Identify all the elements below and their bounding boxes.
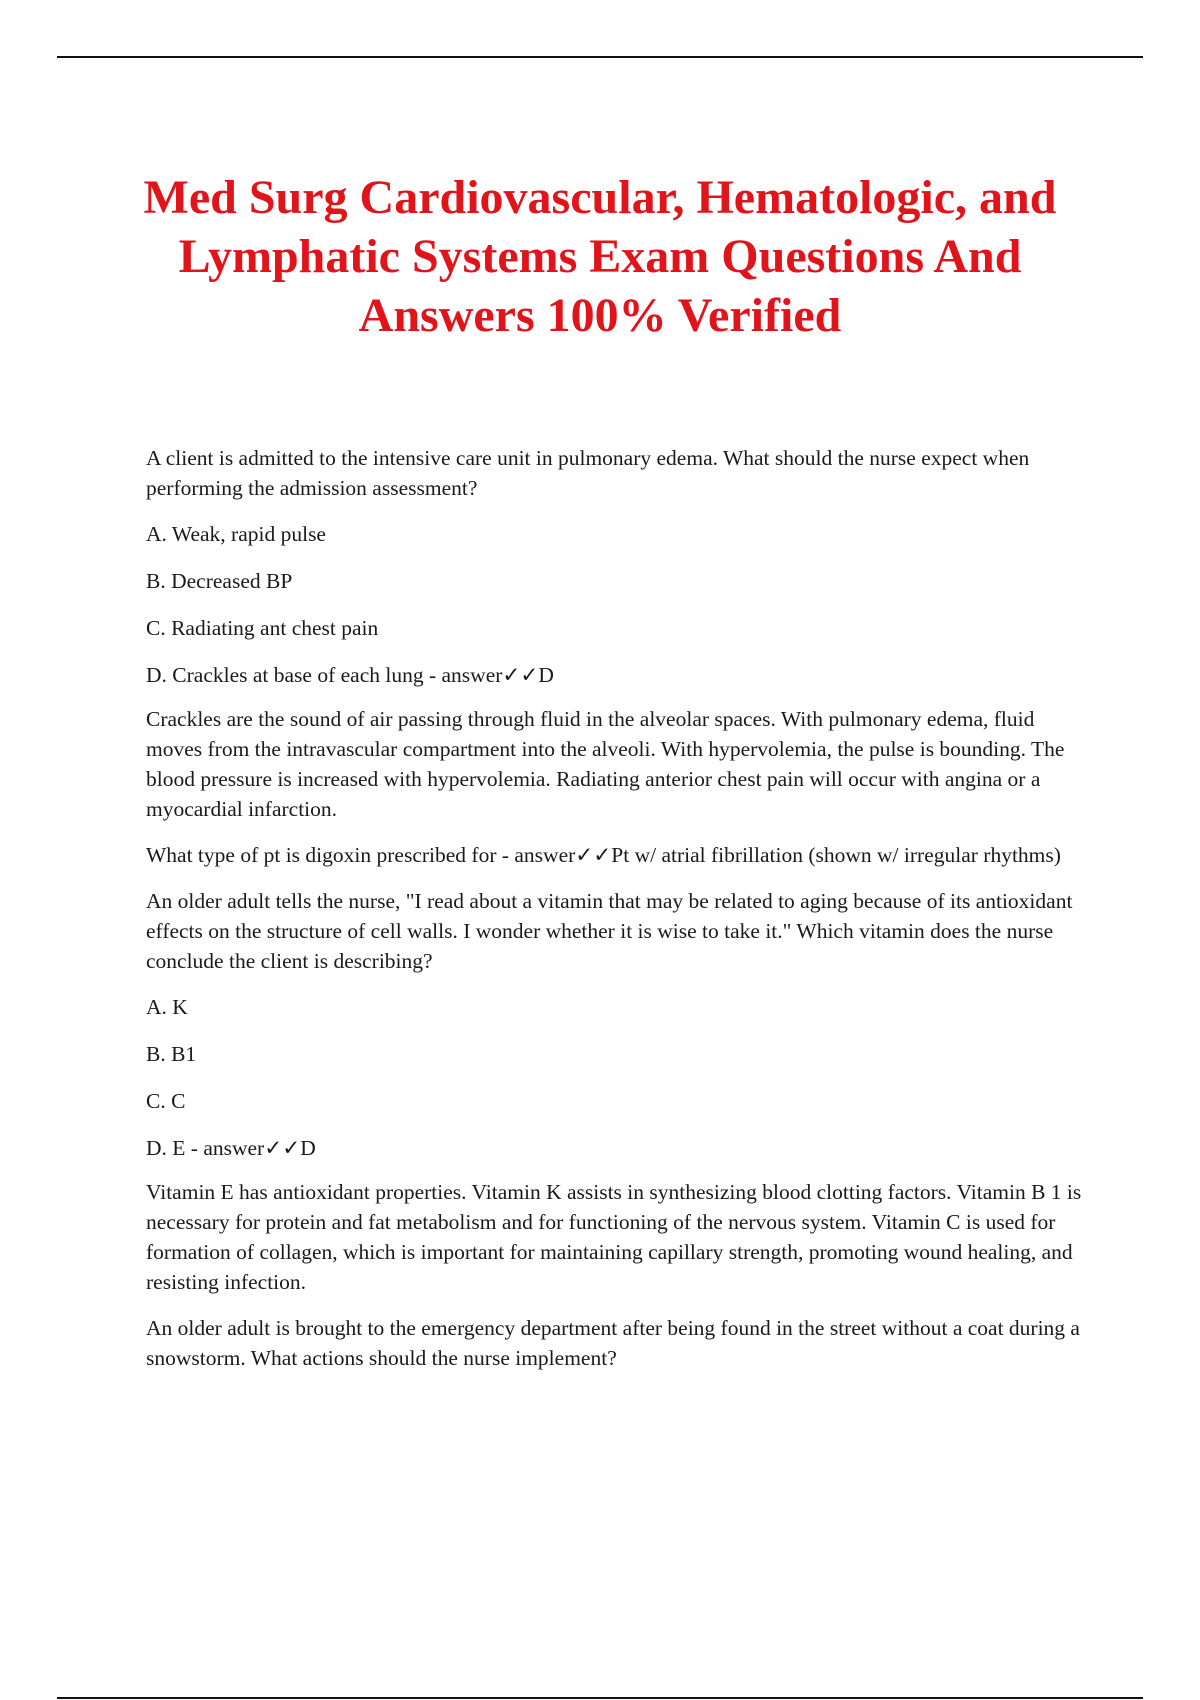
option-d-answer: D. Crackles at base of each lung - answer✓✓D [146, 663, 554, 687]
option-a: A. K [146, 995, 188, 1019]
top-rule [57, 56, 1143, 58]
document-title: Med Surg Cardiovascular, Hematologic, and Lymphatic Systems Exam Questions And Answers 100% Verified [143, 171, 1057, 342]
question-snowstorm: An older adult is brought to the emergency department after being found in the street without a coat during a snowstorm. What actions should the nurse implement? [146, 1316, 1080, 1370]
document-body [146, 443, 1091, 1389]
option-a: A. Weak, rapid pulse [146, 522, 326, 546]
question-vitamin: An older adult tells the nurse, "I read about a vitamin that may be related to aging because of its antioxidant effects on the structure of cell walls. I wonder whether it is wise to take it." Which vitamin does the nurse conclude the client is describing? [146, 889, 1073, 973]
option-b: B. Decreased BP [146, 569, 293, 593]
option-c: C. Radiating ant chest pain [146, 616, 379, 640]
option-b: B. B1 [146, 1042, 197, 1066]
option-c: C. C [146, 1089, 186, 1113]
rationale-pulmonary-edema: Crackles are the sound of air passing through fluid in the alveolar spaces. With pulmonary edema, fluid moves from the intravascular compartment into the alveoli. With hypervolemia, the pulse is bounding. The blood pressure is increased with hypervolemia. Radiating anterior chest pain will occur with angina or a myocardial infarction. [146, 707, 1065, 821]
question-pulmonary-edema: A client is admitted to the intensive care unit in pulmonary edema. What should the nurse expect when performing the admission assessment? [146, 446, 1030, 500]
option-d-answer: D. E - answer✓✓D [146, 1136, 316, 1160]
question-digoxin: What type of pt is digoxin prescribed for - answer✓✓Pt w/ atrial fibrillation (shown w/ irregular rhythms) [146, 843, 1061, 867]
bottom-rule [57, 1697, 1143, 1699]
rationale-vitamin: Vitamin E has antioxidant properties. Vitamin K assists in synthesizing blood clotting factors. Vitamin B 1 is necessary for protein and fat metabolism and for functioning of the nervous system. Vitamin C is used for formation of collagen, which is important for maintaining capillary strength, promoting wound healing, and resisting infection. [146, 1180, 1082, 1294]
